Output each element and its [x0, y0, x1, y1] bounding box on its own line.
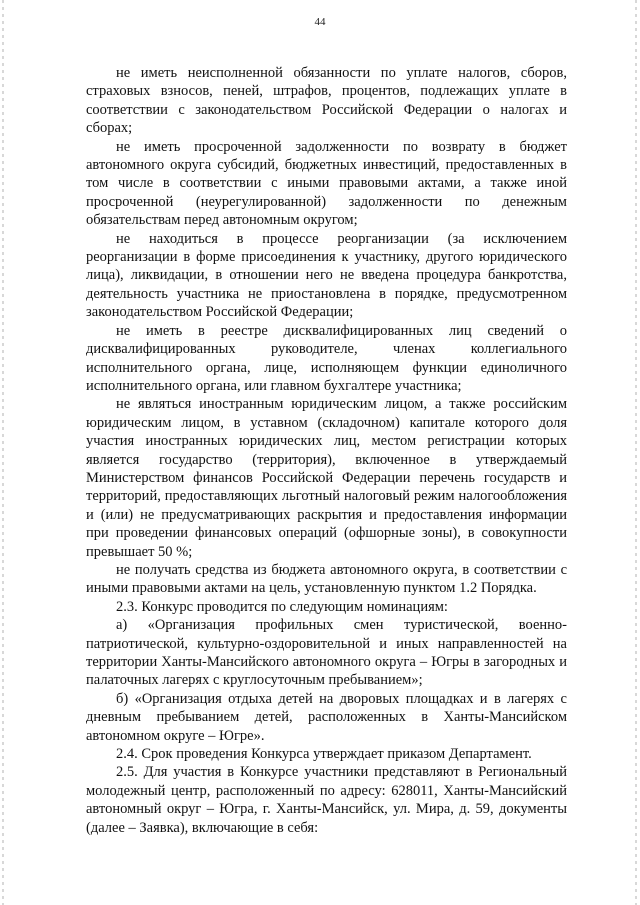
paragraph: не иметь неисполненной обязанности по уплате налогов, сборов, страховых взносов, пеней, штрафов, процентов, подлежащих уплате в соответствии с законодательством Российской Федерации о налогах и сборах;	[86, 65, 567, 137]
section-2-3: 2.3. Конкурс проводится по следующим номинациям:	[116, 598, 448, 615]
paragraph: не являться иностранным юридическим лицом, а также российским юридическим лицом, в уставном (складочном) капитале которого доля участия иностранных юридических лиц, местом регистрации которых является государство (территория), включенное в утверждаемый Министерством финансов Российской Федерации перечень государств и территорий, предоставляющих льготный налоговый режим налогообложения и (или) не предусматривающих раскрытия и предоставления информации при проведении финансовых операций (офшорные зоны), в совокупности превышает 50 %;	[86, 396, 567, 560]
page-number: 44	[314, 16, 326, 28]
section-2-4: 2.4. Срок проведения Конкурса утверждает приказом Департамент.	[116, 746, 532, 763]
section-2-5: 2.5. Для участия в Конкурсе участники представляют в Региональный молодежный центр, расположенный по адресу: 628011, Ханты-Мансийский автономный округ – Югра, г. Ханты-Мансийск, ул. Мира, д. 59, документы (далее – Заявка), включающие в себя:	[86, 764, 567, 836]
paragraph: не иметь в реестре дисквалифицированных лиц сведений о дисквалифицированных руководителе, членах коллегиального исполнительного органа, лице, исполняющем функции единоличного исполнительного органа, или главном бухгалтере участника;	[86, 322, 567, 394]
scan-edge-right	[635, 0, 637, 905]
scan-edge-left	[2, 0, 4, 905]
nomination-a: а) «Организация профильных смен туристической, военно-патриотической, культурно-оздоровительной и иных направленностей на территории Ханты-Мансийского автономного округа – Югры в загородных и палаточных лагерях с круглосуточным пребыванием»;	[86, 617, 567, 689]
nomination-b: б) «Организация отдыха детей на дворовых площадках и в лагерях с дневным пребыванием детей, расположенных в Ханты-Мансийском автономном округе – Югре».	[86, 690, 567, 744]
paragraph: не находиться в процессе реорганизации (за исключением реорганизации в форме присоединения к участнику, другого юридического лица), ликвидации, в отношении него не введена процедура банкротства, деятельность участника не приостановлена в порядке, предусмотренном законодательством Российской Федерации;	[86, 230, 567, 321]
paragraph: не получать средства из бюджета автономного округа, в соответствии с иными правовыми актами на цель, установленную пунктом 1.2 Порядка.	[86, 561, 567, 597]
document-body	[86, 64, 567, 837]
paragraph: не иметь просроченной задолженности по возврату в бюджет автономного округа субсидий, бюджетных инвестиций, предоставленных в том числе в соответствии с иными правовыми актами, а также иной просроченной (неурегулированной) задолженности по денежным обязательствам перед автономным округом;	[86, 138, 567, 229]
